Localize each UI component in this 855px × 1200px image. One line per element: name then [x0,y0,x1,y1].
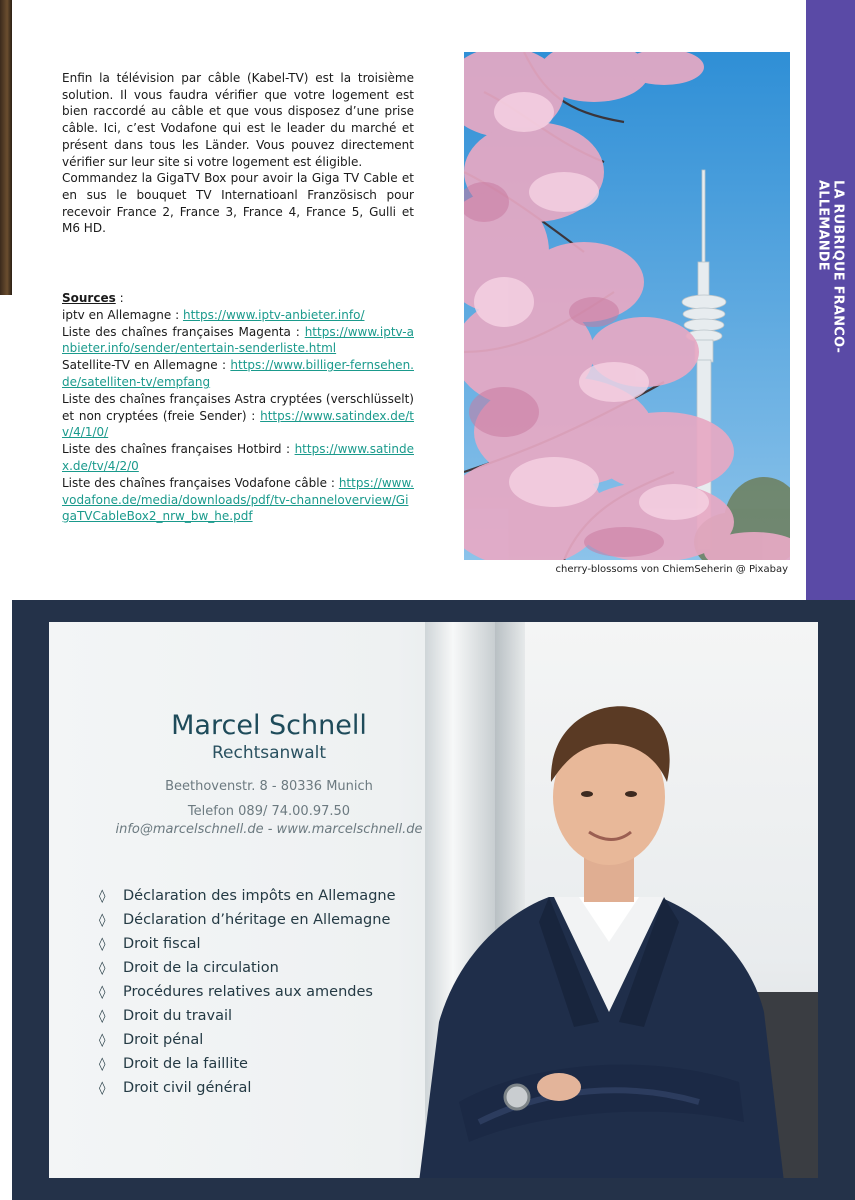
source-entry [62,324,414,358]
service-item [99,980,439,1004]
service-item [99,908,439,932]
source-entry [62,441,414,475]
lawyer-portrait-illustration [399,682,818,1178]
service-label: Droit fiscal [123,936,201,952]
service-item [99,1028,439,1052]
source-entry [62,307,414,324]
source-link[interactable]: https://www.satindex.de/tv/4/2/0 [62,442,414,473]
lawyer-name: Marcel Schnell [171,710,367,741]
source-label: Liste des chaînes françaises Hotbird : [62,442,295,457]
tower-blossom-photo [464,52,790,560]
article-body [62,70,414,237]
source-link[interactable]: https://www.vodafone.de/media/downloads/pdf/tv-channeloverview/GigaTVCableBox2_nrw_bw_he.pdf [62,475,414,524]
source-link[interactable]: https://www.iptv-anbieter.info/sender/entertain-senderliste.html [62,324,414,356]
services-list [99,884,439,1100]
diamond-bullet-icon: ◊ [99,1008,106,1024]
service-item [99,932,439,956]
service-label: Droit de la circulation [123,960,279,976]
previous-page-photo-edge [0,0,12,295]
service-label: Déclaration d’héritage en Allemagne [123,912,391,928]
service-label: Droit du travail [123,1008,233,1024]
lawyer-email-website: info@marcelschnell.de - www.marcelschnell.de [115,822,423,837]
article-paragraph: Enfin la télévision par câble (Kabel-TV) est la troisième solution. Il vous faudra vérifier que votre logement est bien raccordé au câble et que vous disposez d’une prise câble. Ici, c’est Vodafone qui est le leader du marché et présent dans tous les Länder. Vous pouvez directement vérifier sur leur site si votre logement est éligible. [62,71,414,169]
service-label: Procédures relatives aux amendes [123,984,373,1000]
diamond-bullet-icon: ◊ [99,1056,106,1072]
source-label: Liste des chaînes françaises Astra cryptées (verschlüsselt) et non cryptées (freie Sender) : [62,391,414,423]
source-label: Satellite-TV en Allemagne : [62,358,231,373]
lawyer-portrait [399,682,818,1178]
article-paragraph: Commandez la GigaTV Box pour avoir la Giga TV Cable et en sus le bouquet TV Internatioanl Französisch pour recevoir France 2, France 3, France 4, France 5, Gulli et M6 HD. [62,171,414,236]
sources-heading: Sources [62,291,116,305]
diamond-bullet-icon: ◊ [99,888,106,904]
sources-heading-line [62,290,414,307]
diamond-bullet-icon: ◊ [99,936,106,952]
lawyer-title: Rechtsanwalt [211,743,327,763]
service-item [99,956,439,980]
section-banner-text: LA RUBRIQUE FRANCO-ALLEMANDE [815,180,846,354]
service-label: Droit pénal [123,1032,204,1048]
source-link[interactable]: https://www.iptv-anbieter.info/ [182,307,365,322]
service-label: Droit civil général [123,1080,252,1096]
source-entry [62,475,414,525]
lawyer-address: Beethovenstr. 8 - 80336 Munich [165,779,373,794]
tower-blossom-illustration [464,52,790,560]
service-label: Droit de la faillite [123,1056,248,1072]
service-item [99,1076,439,1100]
service-item [99,1052,439,1076]
source-label: iptv en Allemagne : [62,307,183,322]
sources-heading-suffix: : [115,291,124,305]
diamond-bullet-icon: ◊ [99,984,106,1000]
source-label: Liste des chaînes françaises Vodafone câble : [62,475,339,490]
photo-caption: cherry-blossoms von ChiemSeherin @ Pixabay [555,564,788,575]
service-label: Déclaration des impôts en Allemagne [123,888,396,904]
section-banner [806,0,855,600]
diamond-bullet-icon: ◊ [99,912,106,928]
lawyer-phone: Telefon 089/ 74.00.97.50 [187,804,351,819]
diamond-bullet-icon: ◊ [99,960,106,976]
sources-block [62,290,414,525]
source-entry [62,391,414,441]
lawyer-advertisement [49,622,818,1178]
source-link[interactable]: https://www.billiger-fernsehen.de/satelliten-tv/empfang [62,358,414,389]
source-link[interactable]: https://www.satindex.de/tv/4/1/0/ [62,408,414,440]
service-item [99,884,439,908]
source-entry [62,357,414,391]
diamond-bullet-icon: ◊ [99,1080,106,1096]
service-item [99,1004,439,1028]
source-label: Liste des chaînes françaises Magenta : [62,324,305,339]
diamond-bullet-icon: ◊ [99,1032,106,1048]
